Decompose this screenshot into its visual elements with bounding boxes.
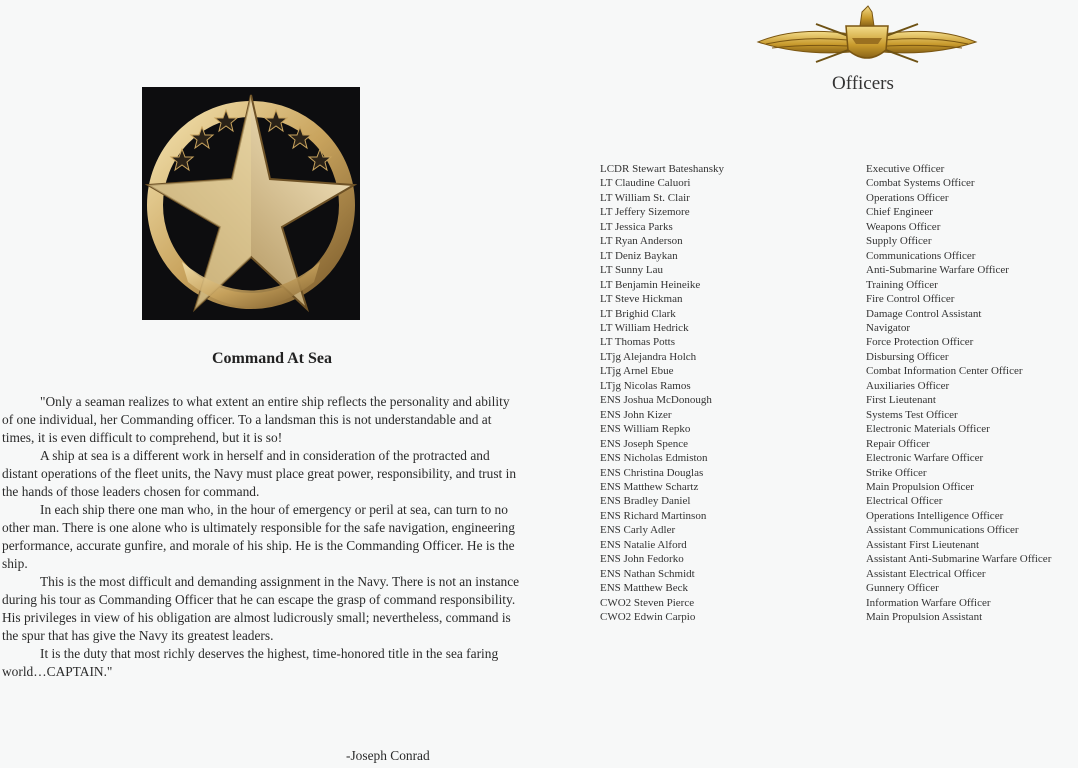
officer-name: ENS William Repko [600,423,691,436]
quote-paragraph: In each ship there one man who, in the hour of emergency or peril at sea, can turn to no other man. There is one alone who is ultimately responsible for the safe navigation, engineering performance, accurate gunfire, and morale of his ship. He is the Commanding Officer. He is the ship. [2,502,515,571]
officer-row [600,610,1078,624]
officer-row [600,234,1078,248]
officer-row [600,191,1078,205]
officer-name: LT Benjamin Heineike [600,278,701,291]
officer-name: ENS Nicholas Edmiston [600,452,708,465]
officer-row [600,494,1078,508]
officer-name: LT Claudine Caluori [600,177,691,190]
officer-name: ENS Natalie Alford [600,538,687,551]
officer-name: ENS Richard Martinson [600,509,707,522]
officer-name: ENS Joseph Spence [600,437,688,450]
officer-role: Auxiliaries Officer [866,379,950,392]
officer-role: Disbursing Officer [866,350,949,363]
officer-name: ENS Carly Adler [600,524,676,537]
officer-row [600,205,1078,219]
officer-role: Weapons Officer [866,220,941,233]
quote-author: -Joseph Conrad [346,748,430,763]
officer-row [600,278,1078,292]
officer-role: Chief Engineer [866,206,933,219]
officer-row [600,162,1078,176]
officer-row [600,422,1078,436]
officer-role: Training Officer [866,278,938,291]
officer-name: LT Steve Hickman [600,293,683,306]
officer-role: Electronic Materials Officer [866,423,990,436]
quote-paragraph: A ship at sea is a different work in herself and in consideration of the protracted and distant operations of the fleet units, the Navy must place great power, responsibility, and trust in the hands of those leaders chosen for command. [2,448,517,499]
officer-name: LTjg Alejandra Holch [600,350,697,363]
officer-role: Communications Officer [866,249,976,262]
conrad-quote [2,393,522,681]
officer-role: Combat Systems Officer [866,177,975,190]
officer-name: LTjg Arnel Ebue [600,365,674,378]
officer-role: Operations Intelligence Officer [866,509,1004,522]
officer-row [600,176,1078,190]
officer-role: Supply Officer [866,235,932,248]
officers-heading: Officers [832,73,894,94]
officer-name: CWO2 Steven Pierce [600,596,695,609]
officer-role: Main Propulsion Assistant [866,611,983,624]
officer-row [600,220,1078,234]
officer-name: ENS Matthew Beck [600,582,688,595]
officer-role: Assistant Electrical Officer [866,567,986,580]
officer-row [600,567,1078,581]
officer-role: Gunnery Officer [866,582,939,595]
officer-row [600,292,1078,306]
officer-row [600,307,1078,321]
officer-role: Main Propulsion Officer [866,480,974,493]
officer-name: LT Brighid Clark [600,307,676,320]
officer-name: ENS John Kizer [600,408,672,421]
quote-paragraph: This is the most difficult and demanding assignment in the Navy. There is not an instance during his tour as Commanding Officer that he can escape the grasp of command responsibility. His privileges in view of his obligation are almost ludicrously small; nevertheless, command is the spur that has give the Navy its greatest leaders. [2,574,520,643]
officer-row [600,393,1078,407]
officer-role: Assistant Communications Officer [866,524,1019,537]
officer-role: Anti-Submarine Warfare Officer [866,264,1009,277]
officer-row [600,350,1078,364]
officer-name: LT Thomas Potts [600,336,675,349]
officer-name: LT Jeffery Sizemore [600,206,690,219]
officer-row [600,321,1078,335]
officer-role: First Lieutenant [866,394,936,407]
officer-role: Navigator [866,321,910,334]
officer-name: CWO2 Edwin Carpio [600,611,696,624]
officer-row [600,581,1078,595]
officer-role: Information Warfare Officer [866,596,991,609]
officer-name: LT Ryan Anderson [600,235,683,248]
officer-name: LT Deniz Baykan [600,249,678,262]
officer-row [600,451,1078,465]
officer-name: ENS Joshua McDonough [600,394,712,407]
officer-row [600,523,1078,537]
officer-role: Assistant Anti-Submarine Warfare Officer [866,553,1052,566]
officer-row [600,509,1078,523]
officer-role: Electronic Warfare Officer [866,452,984,465]
officer-name: ENS Matthew Schartz [600,480,699,493]
officer-row [600,249,1078,263]
officer-role: Damage Control Assistant [866,307,982,320]
officer-row [600,408,1078,422]
officer-row [600,335,1078,349]
officer-row [600,379,1078,393]
officer-role: Strike Officer [866,466,927,479]
officer-row [600,364,1078,378]
officer-row [600,596,1078,610]
officer-role: Combat Information Center Officer [866,365,1023,378]
officer-name: LT Jessica Parks [600,220,673,233]
officer-roster [600,162,1078,625]
officer-name: ENS Bradley Daniel [600,495,691,508]
command-at-sea-badge [142,87,360,320]
officer-row [600,466,1078,480]
officer-name: LTjg Nicolas Ramos [600,379,691,392]
officer-row [600,437,1078,451]
officer-role: Assistant First Lieutenant [866,538,980,551]
officer-row [600,552,1078,566]
officer-role: Repair Officer [866,437,930,450]
officer-name: ENS Nathan Schmidt [600,567,695,580]
officer-row [600,263,1078,277]
officer-role: Electrical Officer [866,495,943,508]
page-title: Command At Sea [211,350,332,367]
officer-role: Systems Test Officer [866,408,958,421]
officer-role: Force Protection Officer [866,336,974,349]
officer-name: ENS John Fedorko [600,553,684,566]
officer-name: LT William Hedrick [600,321,689,334]
officer-row [600,480,1078,494]
quote-paragraph: "Only a seaman realizes to what extent an entire ship reflects the personality and ability of one individual, her Commanding officer. To a landsman this is not understandable and at times, it is even difficult to comprehend, but it is so! [2,394,510,445]
officer-name: LT William St. Clair [600,191,690,204]
officer-role: Executive Officer [866,163,945,175]
officer-name: LCDR Stewart Bateshansky [600,163,725,175]
officer-name: ENS Christina Douglas [600,466,704,479]
officer-row [600,538,1078,552]
officer-role: Fire Control Officer [866,293,955,306]
quote-paragraph: It is the duty that most richly deserves the highest, time-honored title in the sea faring world…CAPTAIN." [2,646,499,679]
surface-warfare-pin [756,4,978,68]
officer-role: Operations Officer [866,191,949,204]
officer-name: LT Sunny Lau [600,264,663,277]
